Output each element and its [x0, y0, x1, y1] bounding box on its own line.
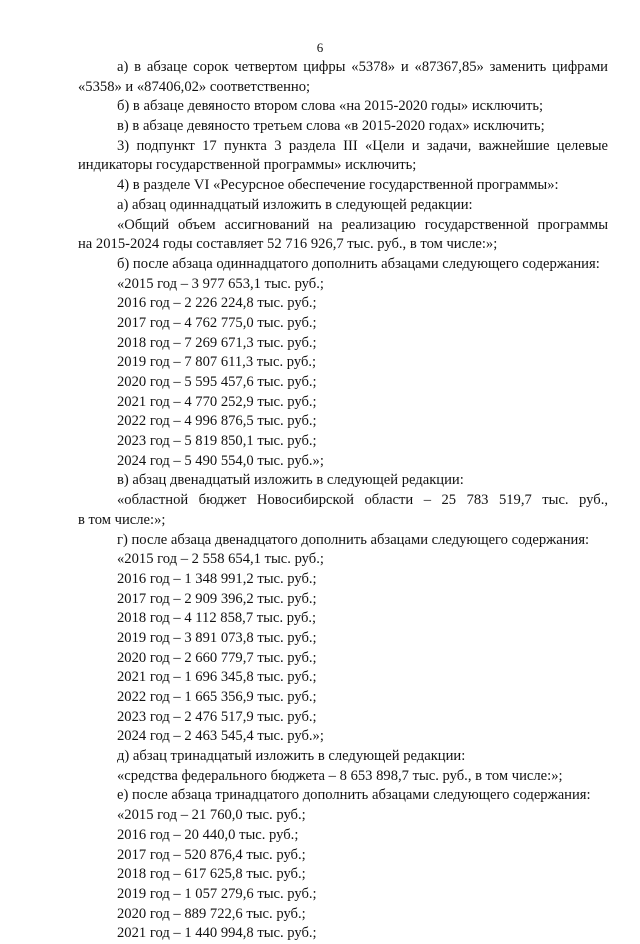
text-line: 3) подпункт 17 пункта 3 раздела III «Цели и задачи, важнейшие целевые: [117, 137, 608, 154]
text-line: 2019 год – 1 057 279,6 тыс. руб.;: [117, 885, 317, 902]
text-line: 2024 год – 2 463 545,4 тыс. руб.»;: [117, 728, 324, 745]
text-line: 2020 год – 2 660 779,7 тыс. руб.;: [117, 649, 317, 666]
text-line: 4) в разделе VI «Ресурсное обеспечение государственной программы»:: [117, 177, 559, 194]
text-line: «2015 год – 3 977 653,1 тыс. руб.;: [117, 275, 324, 292]
text-line: «Общий объем ассигнований на реализацию государственной программы: [117, 216, 608, 233]
text-line: 2023 год – 2 476 517,9 тыс. руб.;: [117, 708, 317, 725]
text-line: 2024 год – 5 490 554,0 тыс. руб.»;: [117, 452, 324, 469]
text-line: 2021 год – 4 770 252,9 тыс. руб.;: [117, 393, 317, 410]
text-line: в том числе:»;: [78, 511, 166, 528]
text-line: б) в абзаце девяносто втором слова «на 2015-2020 годы» исключить;: [117, 98, 544, 115]
text-line: 2017 год – 2 909 396,2 тыс. руб.;: [117, 590, 317, 607]
text-line: 2017 год – 4 762 775,0 тыс. руб.;: [117, 314, 317, 331]
text-line: 2016 год – 2 226 224,8 тыс. руб.;: [117, 295, 317, 312]
text-line: 2019 год – 3 891 073,8 тыс. руб.;: [117, 629, 317, 646]
text-line: в) в абзаце девяносто третьем слова «в 2015-2020 годах» исключить;: [117, 118, 545, 135]
text-line: 2016 год – 20 440,0 тыс. руб.;: [117, 826, 299, 843]
text-line: 2021 год – 1 696 345,8 тыс. руб.;: [117, 669, 317, 686]
text-line: а) в абзаце сорок четвертом цифры «5378» и «87367,85» заменить цифрами: [117, 59, 608, 75]
text-line: а) абзац одиннадцатый изложить в следующей редакции:: [117, 196, 473, 213]
text-line: г) после абзаца двенадцатого дополнить абзацами следующего содержания:: [117, 531, 590, 548]
text-line: 2018 год – 617 625,8 тыс. руб.;: [117, 866, 306, 883]
text-line: 2022 год – 1 665 356,9 тыс. руб.;: [117, 689, 317, 705]
text-line: 2017 год – 520 876,4 тыс. руб.;: [117, 846, 306, 863]
text-line: д) абзац тринадцатый изложить в следующей редакции:: [117, 748, 466, 765]
text-line: 2018 год – 7 269 671,3 тыс. руб.;: [117, 334, 317, 351]
text-line: «5358» и «87406,02» соответственно;: [78, 78, 311, 95]
text-line: е) после абзаца тринадцатого дополнить абзацами следующего содержания:: [117, 787, 591, 804]
text-line: 2016 год – 1 348 991,2 тыс. руб.;: [117, 570, 317, 587]
text-line: индикаторы государственной программы» исключить;: [78, 157, 417, 174]
text-line: «2015 год – 2 558 654,1 тыс. руб.;: [117, 551, 324, 568]
text-line: в) абзац двенадцатый изложить в следующей редакции:: [117, 472, 464, 489]
text-line: «2015 год – 21 760,0 тыс. руб.;: [117, 807, 306, 824]
text-line: 2020 год – 889 722,6 тыс. руб.;: [117, 905, 306, 922]
text-line: «средства федерального бюджета – 8 653 898,7 тыс. руб., в том числе:»;: [117, 767, 563, 784]
text-line: 2022 год – 4 996 876,5 тыс. руб.;: [117, 413, 317, 430]
text-line: 2020 год – 5 595 457,6 тыс. руб.;: [117, 374, 317, 390]
document-body: [78, 58, 608, 944]
text-line: 2018 год – 4 112 858,7 тыс. руб.;: [117, 610, 317, 627]
text-line: 2023 год – 5 819 850,1 тыс. руб.;: [117, 433, 317, 450]
text-line: б) после абзаца одиннадцатого дополнить абзацами следующего содержания:: [117, 255, 600, 272]
page-number: 6: [316, 40, 324, 55]
text-line: 2019 год – 7 807 611,3 тыс. руб.;: [117, 354, 317, 371]
text-line: 2021 год – 1 440 994,8 тыс. руб.;: [117, 925, 317, 942]
text-line: на 2015-2024 годы составляет 52 716 926,7 тыс. руб., в том числе:»;: [78, 236, 498, 253]
text-line: «областной бюджет Новосибирской области – 25 783 519,7 тыс. руб.,: [117, 492, 608, 509]
